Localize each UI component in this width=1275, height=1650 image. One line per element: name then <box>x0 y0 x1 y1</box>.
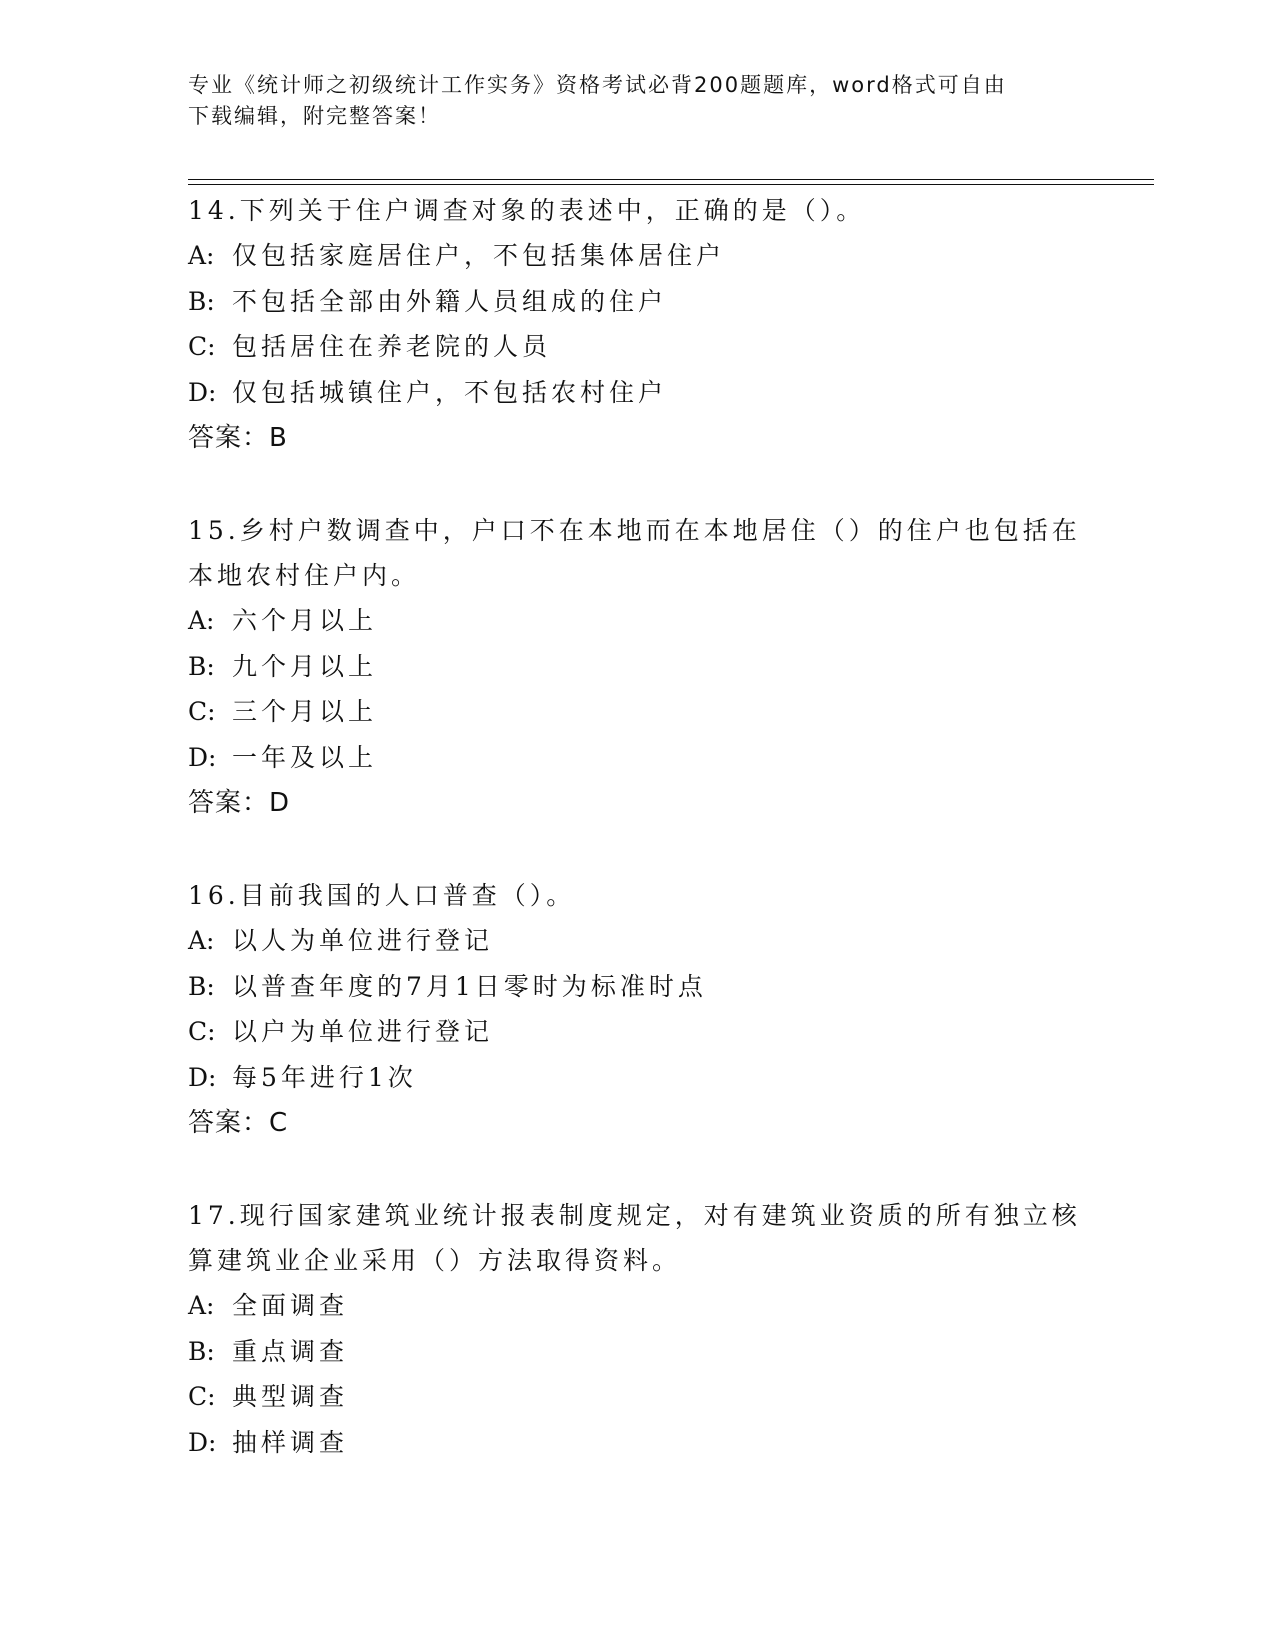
option-text: 九个月以上 <box>232 651 378 681</box>
option-d <box>188 735 1088 781</box>
option-d <box>188 370 1088 416</box>
document-header <box>188 70 1068 132</box>
answer-line: 答案：C <box>188 1108 289 1138</box>
option-text: 每5年进行1次 <box>232 1062 417 1092</box>
option-key: A: <box>188 241 215 270</box>
option-key: A: <box>188 1291 215 1320</box>
question-15 <box>188 508 1088 827</box>
option-text: 抽样调查 <box>232 1427 349 1457</box>
option-c <box>188 689 1088 735</box>
question-17 <box>188 1193 1088 1465</box>
option-key: B: <box>188 651 215 681</box>
option-text: 不包括全部由外籍人员组成的住户 <box>232 286 668 316</box>
option-d <box>188 1420 1088 1466</box>
option-key: A: <box>188 926 215 955</box>
option-text: 重点调查 <box>232 1336 349 1366</box>
option-text: 仅包括城镇住户，不包括农村住户 <box>232 377 668 407</box>
option-b <box>188 279 1088 325</box>
option-key: D: <box>188 742 217 772</box>
option-c <box>188 1009 1088 1055</box>
header-line-1: 专业《统计师之初级统计工作实务》资格考试必背200题题库，word格式可自由 <box>188 73 1007 97</box>
option-d <box>188 1055 1088 1101</box>
answer-line: 答案：B <box>188 423 288 453</box>
question-list <box>188 188 1088 1465</box>
option-key: D: <box>188 1062 217 1092</box>
option-key: D: <box>188 1427 217 1457</box>
option-key: A: <box>188 606 215 635</box>
question-16 <box>188 873 1088 1147</box>
question-14 <box>188 188 1088 462</box>
question-text: 17.现行国家建筑业统计报表制度规定，对有建筑业资质的所有独立核算建筑业企业采用（）方法取得资料。 <box>188 1201 1081 1275</box>
question-text: 14.下列关于住户调查对象的表述中，正确的是（）。 <box>188 196 866 225</box>
option-text: 仅包括家庭居住户，不包括集体居住户 <box>232 241 726 270</box>
option-b <box>188 964 1088 1010</box>
option-key: B: <box>188 971 215 1001</box>
header-divider-top <box>188 179 1154 180</box>
option-text: 以户为单位进行登记 <box>232 1017 494 1046</box>
option-key: C: <box>188 697 216 726</box>
option-a <box>188 918 1088 964</box>
option-text: 全面调查 <box>232 1291 349 1320</box>
header-line-2: 下载编辑，附完整答案！ <box>188 104 441 128</box>
option-key: B: <box>188 286 215 316</box>
option-key: D: <box>188 377 217 407</box>
option-text: 以人为单位进行登记 <box>232 926 494 955</box>
option-a <box>188 598 1088 644</box>
option-b <box>188 1329 1088 1375</box>
option-b <box>188 644 1088 690</box>
option-text: 一年及以上 <box>232 742 378 772</box>
option-c <box>188 324 1088 370</box>
option-key: B: <box>188 1336 215 1366</box>
option-key: C: <box>188 1382 216 1411</box>
option-c <box>188 1374 1088 1420</box>
option-a <box>188 233 1088 279</box>
option-key: C: <box>188 1017 216 1046</box>
option-a <box>188 1283 1088 1329</box>
option-text: 典型调查 <box>232 1382 349 1411</box>
option-text: 包括居住在养老院的人员 <box>232 332 552 361</box>
option-text: 以普查年度的7月1日零时为标准时点 <box>232 971 707 1001</box>
option-key: C: <box>188 332 216 361</box>
header-divider-bottom <box>188 184 1154 185</box>
option-text: 六个月以上 <box>232 606 378 635</box>
question-text: 15.乡村户数调查中，户口不在本地而在本地居住（）的住户也包括在本地农村住户内。 <box>188 516 1081 590</box>
option-text: 三个月以上 <box>232 697 378 726</box>
answer-line: 答案：D <box>188 788 291 818</box>
question-text: 16.目前我国的人口普查（）。 <box>188 881 576 910</box>
